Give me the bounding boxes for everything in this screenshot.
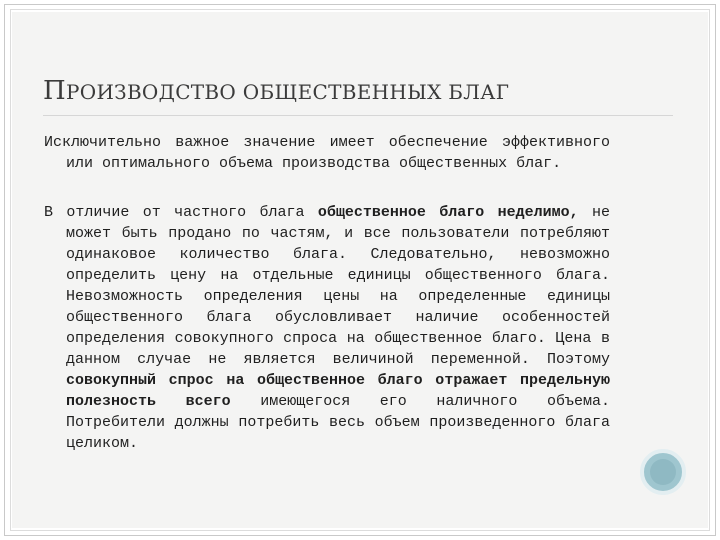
p2-bold-statement: совокупный спрос на общественное благо отражает предельную полезность всего [66, 372, 610, 410]
slide-title [43, 76, 683, 106]
title-divider [43, 115, 673, 116]
p2-part-c: не может быть продано по частям, и все пользователи потребляют одинаковое количество блага. Следовательно, невозможно определить цену на отдельные единицы общественного блага. Невозможность определения цены на определенные единицы общественного блага обусловливает наличие особенностей определения совокупного спроса на общественное благо. Цена в данном случае не является величиной переменной. Поэтому [66, 204, 610, 368]
decorative-circle-icon [640, 449, 686, 495]
paragraph-1-text: Исключительно важное значение имеет обеспечение эффективного или оптимального объема производства общественных благ. [44, 134, 610, 172]
paragraph-2-text [44, 202, 610, 454]
p2-part-e: имеющегося его наличного объема. Потребители должны потребить весь объем произведенного блага целиком. [66, 393, 610, 452]
paragraph-2 [44, 202, 610, 454]
title-text: РОИЗВОДСТВО ОБЩЕСТВЕННЫХ БЛАГ [65, 80, 510, 104]
paragraph-1 [44, 132, 610, 174]
p2-part-a: В отличие от частного блага [44, 204, 318, 221]
title-initial: П [43, 76, 66, 106]
decorative-circle-core [650, 459, 676, 485]
p2-bold-term: общественное благо неделимо, [317, 204, 579, 221]
